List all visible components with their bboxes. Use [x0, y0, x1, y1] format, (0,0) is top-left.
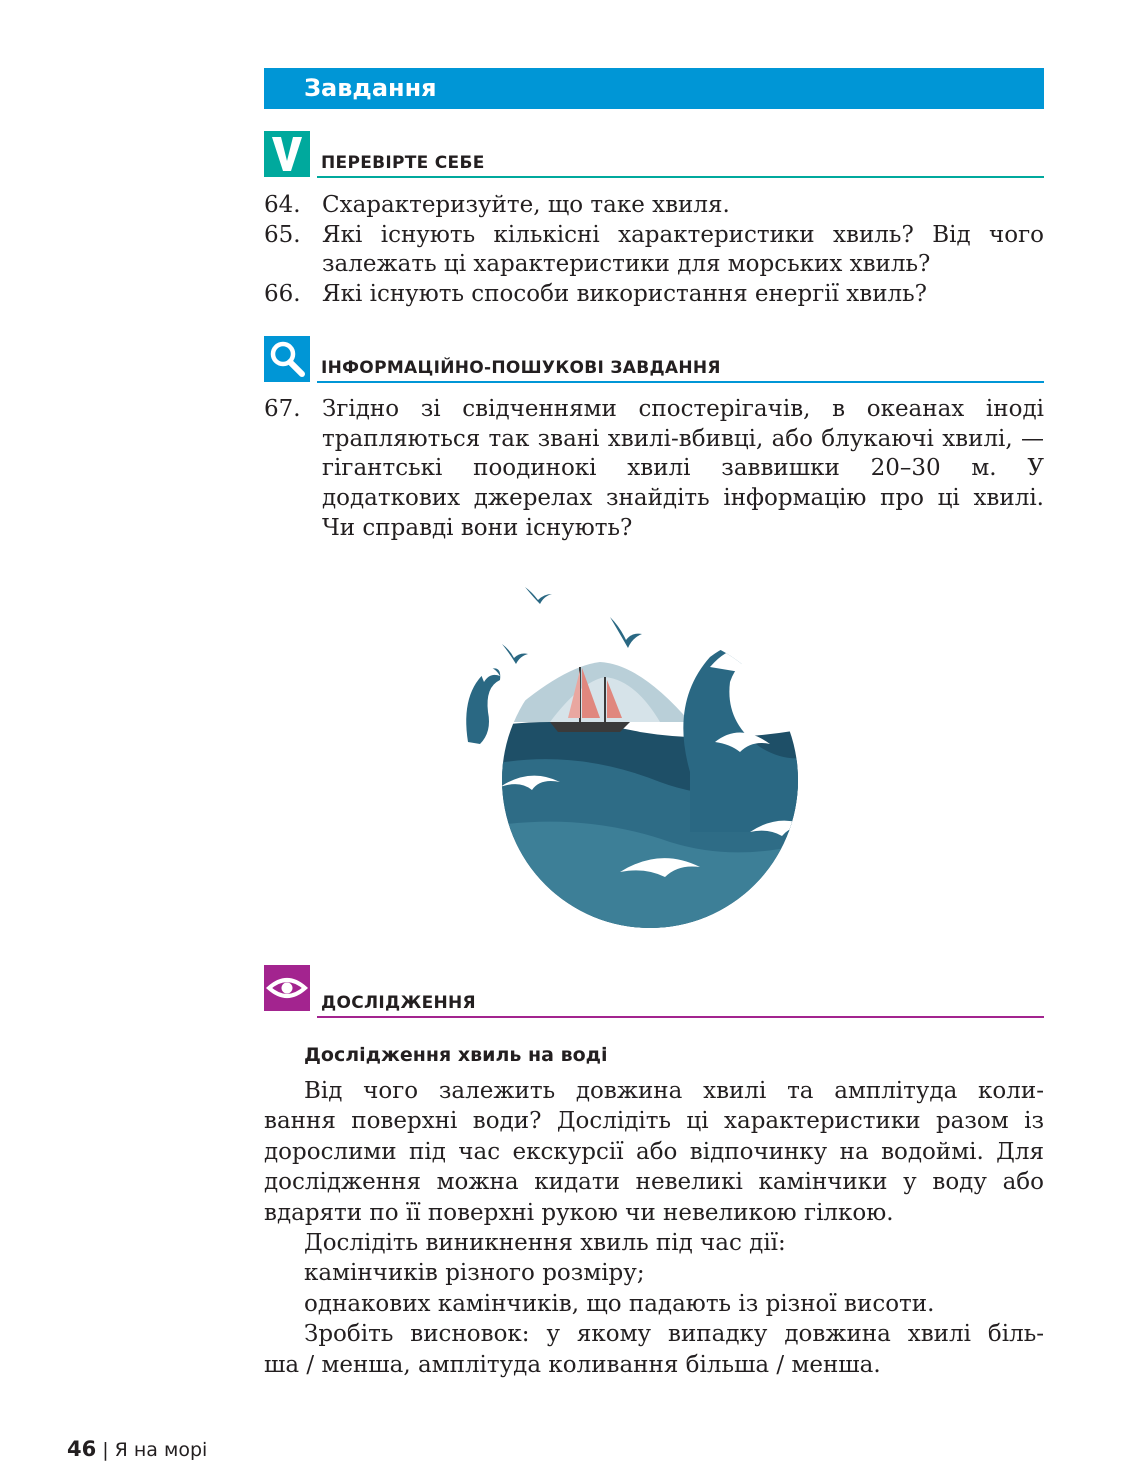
task-number: 67. [264, 396, 301, 422]
task-text: Які існують кількісні характеристики хвиль? Від чого залежать ці характеристики для морських хвиль? [322, 221, 1044, 278]
section-rule-search [317, 381, 1044, 383]
section-title-check: ПЕРЕВІРТЕ СЕБЕ [321, 153, 485, 173]
body-line: камінчиків різного розміру; [304, 1260, 645, 1287]
task-text: Згідно зі свідченнями спостерігачів, в океанах іноді трапляються так звані хвилі-вбивці, або блукаючі хвилі, — гігантські поодинокі хвилі заввишки 20–30 м. У додаткових джерелах знайдіть інформацію про ці хвилі. Чи справді вони існують? [322, 396, 1044, 541]
body-line: вдаряти по її поверхні рукою чи невеликою гілкою. [264, 1199, 894, 1226]
body-line: Від чого залежить довжина хвилі та амплітуда коли- [304, 1078, 1044, 1104]
search-task-list [264, 395, 1044, 544]
footer-section: Я на морі [114, 1439, 208, 1461]
task-text: Схарактеризуйте, що таке хвиля. [322, 192, 730, 218]
eye-icon [264, 965, 310, 1011]
body-line: Зробіть висновок: у якому випадку довжина хвилі біль- [304, 1321, 1044, 1348]
body-line: Дослідіть виникнення хвиль під час дії: [304, 1230, 786, 1257]
section-title-research: ДОСЛІДЖЕННЯ [321, 993, 476, 1013]
section-rule-research [317, 1016, 1044, 1018]
footer-separator: | [102, 1439, 109, 1461]
page-number: 46 [67, 1437, 97, 1461]
checkmark-icon [264, 131, 310, 177]
task-number: 65. [264, 221, 301, 248]
magnifier-icon [264, 336, 310, 382]
section-title-search: ІНФОРМАЦІЙНО-ПОШУКОВІ ЗАВДАННЯ [321, 358, 721, 378]
body-line: однакових камінчиків, що падають із різної висоти. [304, 1290, 935, 1317]
check-task-list [264, 191, 1044, 310]
task-item-64 [264, 191, 1044, 221]
task-item-66 [264, 280, 1044, 310]
task-item-65 [264, 221, 1044, 280]
research-subtitle: Дослідження хвиль на воді [304, 1044, 608, 1066]
body-line: ша / менша, амплітуда коливання більша / менша. [264, 1351, 881, 1378]
task-number: 64. [264, 192, 301, 218]
research-body [264, 1076, 1044, 1380]
task-item-67 [264, 395, 1044, 544]
section-rule-check [317, 176, 1044, 178]
tasks-banner [264, 68, 1044, 109]
task-text: Які існують способи використання енергії хвиль? [322, 281, 927, 308]
body-line: дорослими під час екскурсії або відпочинку на водоймі. Для [264, 1138, 1044, 1165]
task-number: 66. [264, 281, 301, 308]
page-footer [67, 1437, 207, 1462]
banner-title: Завдання [304, 74, 437, 102]
body-line: вання поверхні води? Дослідіть ці характеристики разом із [264, 1108, 1044, 1135]
wave-ship-illustration [440, 572, 860, 928]
body-line: дослідження можна кидати невеликі камінчики у воду або [264, 1169, 1044, 1196]
